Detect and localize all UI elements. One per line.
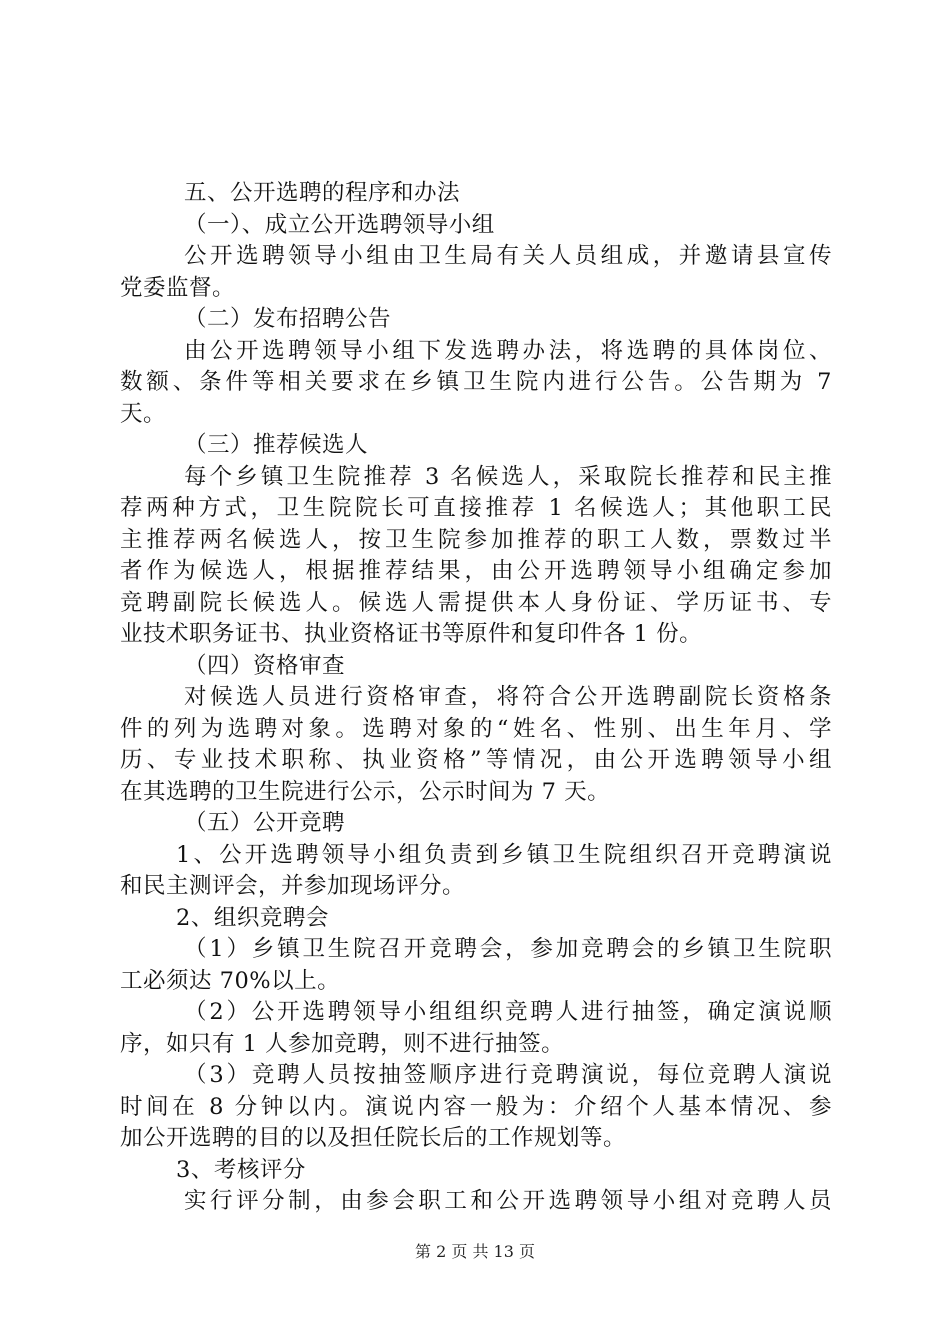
paragraph-line: 加公开选聘的目的以及担任院长后的工作规划等。: [120, 1125, 627, 1151]
page-number-footer: 第 2 页 共 13 页: [415, 1242, 535, 1261]
paragraph-line: 每个乡镇卫生院推荐 3 名候选人，采取院长推荐和民主推: [184, 463, 832, 490]
paragraph-line: （3）竞聘人员按抽签顺序进行竞聘演说，每位竞聘人演说: [184, 1062, 832, 1088]
paragraph-line: 天。: [120, 400, 167, 427]
subsection-heading: （二）发布招聘公告: [184, 306, 392, 332]
paragraph-line: （2）公开选聘领导小组组织竞聘人进行抽签，确定演说顺: [184, 999, 832, 1025]
subsection-heading: （五）公开竞聘: [184, 810, 346, 836]
paragraph-line: 序，如只有 1 人参加竞聘，则不进行抽签。: [120, 1030, 565, 1057]
paragraph-line: 由公开选聘领导小组下发选聘办法，将选聘的具体岗位、: [184, 337, 832, 364]
item-heading: 3、考核评分: [176, 1156, 306, 1183]
subsection-heading: （四）资格审查: [184, 652, 346, 679]
paragraph-line: 和民主测评会，并参加现场评分。: [120, 873, 466, 899]
subsection-heading: （三）推荐候选人: [184, 432, 369, 458]
paragraph-line: 工必须达 70%以上。: [120, 967, 341, 994]
paragraph-line: 在其选聘的卫生院进行公示，公示时间为 7 天。: [120, 778, 611, 805]
item-heading: 2、组织竞聘会: [176, 904, 329, 931]
paragraph-line: 主推荐两名候选人，按卫生院参加推荐的职工人数，票数过半: [120, 526, 832, 553]
paragraph-line: 荐两种方式，卫生院院长可直接推荐 1 名候选人；其他职工民: [120, 495, 832, 521]
paragraph-line: 数额、条件等相关要求在乡镇卫生院内进行公告。公告期为 7: [120, 369, 832, 395]
paragraph-line: 竞聘副院长候选人。候选人需提供本人身份证、学历证书、专: [120, 589, 832, 616]
paragraph-line: 历、专业技术职称、执业资格”等情况，由公开选聘领导小组: [120, 747, 832, 773]
document-body: [120, 178, 832, 1218]
paragraph-line: 实行评分制，由参会职工和公开选聘领导小组对竞聘人员: [184, 1188, 832, 1214]
paragraph-line: 者作为候选人，根据推荐结果，由公开选聘领导小组确定参加: [120, 558, 832, 584]
paragraph-line: 时间在 8 分钟以内。演说内容一般为：介绍个人基本情况、参: [120, 1093, 832, 1120]
paragraph-line: （1）乡镇卫生院召开竞聘会，参加竞聘会的乡镇卫生院职: [184, 936, 832, 962]
paragraph-line: 件的列为选聘对象。选聘对象的“姓名、性别、出生年月、学: [120, 715, 832, 742]
paragraph-line: 业技术职务证书、执业资格证书等原件和复印件各 1 份。: [120, 621, 703, 647]
paragraph-line: 公开选聘领导小组由卫生局有关人员组成，并邀请县宣传: [184, 243, 832, 269]
paragraph-line: 党委监督。: [120, 274, 236, 301]
paragraph-line: 1、公开选聘领导小组负责到乡镇卫生院组织召开竞聘演说: [176, 841, 832, 868]
section-heading: 五、公开选聘的程序和办法: [184, 180, 461, 206]
subsection-heading: （一）、成立公开选聘领导小组: [184, 211, 495, 238]
paragraph-line: 对候选人员进行资格审查，将符合公开选聘副院长资格条: [184, 684, 832, 710]
